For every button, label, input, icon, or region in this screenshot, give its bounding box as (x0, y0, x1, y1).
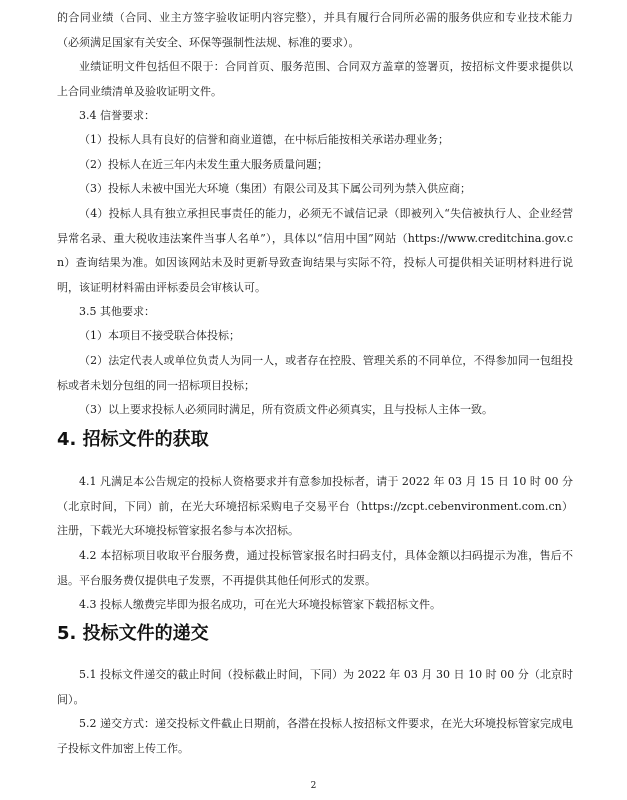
section-5-heading: 5. 投标文件的递交 (57, 623, 209, 644)
clause-4-2: 4.2 本招标项目收取平台服务费，通过投标管家报名时扫码支付，具体金额以扫码提示为准，售后不退。平台服务费仅提供电子发票，不再提供其他任何形式的发票。 (57, 549, 573, 587)
page-number: 2 (310, 781, 317, 791)
clause-4-3: 4.3 投标人缴费完毕即为报名成功，可在光大环境投标管家下载招标文件。 (79, 598, 441, 611)
section-3-4-title: 3.4 信誉要求： (79, 109, 155, 122)
clause-5-2: 5.2 递交方式：递交投标文件截止日期前，各潜在投标人按招标文件要求，在光大环境投标管家完成电子投标文件加密上传工作。 (57, 717, 573, 755)
credit-item-2: （2）投标人在近三年内未发生重大服务质量问题； (79, 158, 328, 171)
other-item-2: （2）法定代表人或单位负责人为同一人，或者存在控股、管理关系的不同单位，不得参加同一包组投标或者未划分包组的同一招标项目投标； (57, 354, 573, 392)
qualification-paragraph: 的合同业绩（合同、业主方签字验收证明内容完整），并具有履行合同所必需的服务供应和专业技术能力（必须满足国家有关安全、环保等强制性法规、标准的要求）。 (57, 11, 573, 49)
clause-5-1: 5.1 投标文件递交的截止时间（投标截止时间，下同）为 2022 年 03 月 30 日 10 时 00 分（北京时间）。 (57, 668, 573, 706)
clause-4-1: 4.1 凡满足本公告规定的投标人资格要求并有意参加投标者，请于 2022 年 03 月 15 日 10 时 00 分（北京时间，下同）前，在光大环境招标采购电子交易平台（https://zcpt.cebenvironment.com.cn）注册，下载光大环境投标管家报名参与本次招标。 (57, 475, 573, 537)
section-3-5-title: 3.5 其他要求： (79, 305, 155, 318)
other-item-3: （3）以上要求投标人必须同时满足，所有资质文件必须真实，且与投标人主体一致。 (79, 403, 493, 416)
credit-item-4: （4）投标人具有独立承担民事责任的能力，必须无不诚信记录（即被列入“失信被执行人、企业经营异常名录、重大税收违法案件当事人名单”），具体以“信用中国”网站（https://www.creditchina.gov.cn）查询结果为准。如因该网站未及时更新导致查询结果与实际不符，投标人可提供相关证明材料进行说明，该证明材料需由评标委员会审核认可。 (57, 207, 573, 294)
credit-item-3: （3）投标人未被中国光大环境（集团）有限公司及其下属公司列为禁入供应商； (79, 182, 471, 195)
credit-item-1: （1）投标人具有良好的信誉和商业道德，在中标后能按相关承诺办理业务； (79, 133, 449, 146)
other-item-1: （1）本项目不接受联合体投标； (79, 329, 240, 342)
section-4-heading: 4. 招标文件的获取 (57, 429, 209, 450)
performance-proof-paragraph: 业绩证明文件包括但不限于：合同首页、服务范围、合同双方盖章的签署页，按招标文件要求提供以上合同业绩清单及验收证明文件。 (57, 60, 573, 98)
